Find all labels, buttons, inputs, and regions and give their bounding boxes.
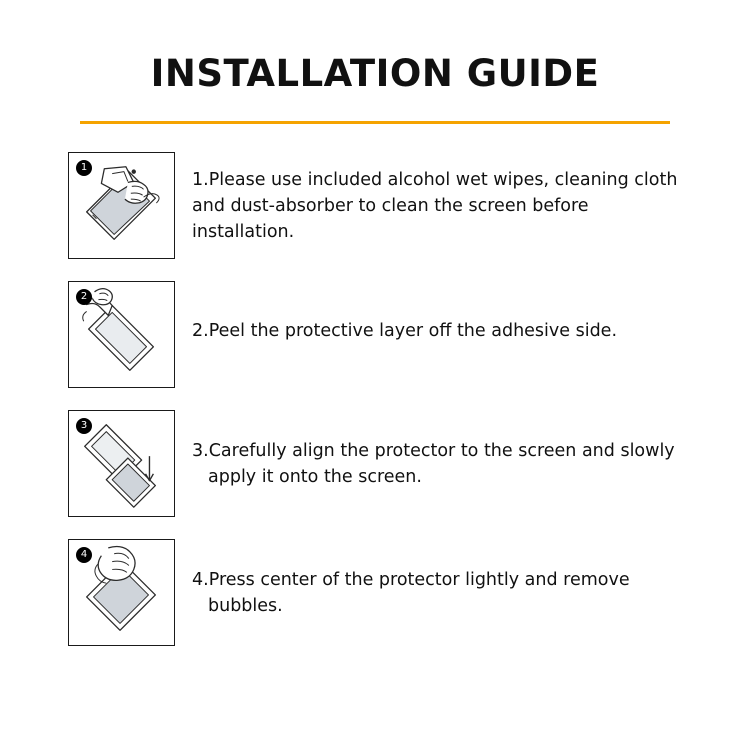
step-3-text <box>192 410 682 490</box>
step-2-illustration <box>68 281 175 388</box>
step-4-badge: 4 <box>76 547 92 563</box>
step-2-number: 2. <box>192 321 209 341</box>
page-title: INSTALLATION GUIDE <box>150 52 600 95</box>
step-1-number: 1. <box>192 170 209 190</box>
step-2-text <box>192 281 682 344</box>
step-4-number: 4. <box>192 570 209 590</box>
step-1-badge: 1 <box>76 160 92 176</box>
step-2-badge: 2 <box>76 289 92 305</box>
step-4-illustration <box>68 539 175 646</box>
step-item <box>68 410 682 517</box>
step-item <box>68 281 682 388</box>
step-4-body: Press center of the protector lightly and remove bubbles. <box>208 570 630 616</box>
title-block <box>0 0 750 124</box>
step-3-number: 3. <box>192 441 209 461</box>
step-4-text <box>192 539 682 619</box>
step-2-body: Peel the protective layer off the adhesive side. <box>208 321 618 341</box>
title-divider <box>80 121 670 124</box>
steps-list <box>0 152 750 646</box>
step-1-body: Please use included alcohol wet wipes, cleaning cloth and dust-absorber to clean the screen before installation. <box>192 170 678 242</box>
step-item <box>68 539 682 646</box>
step-3-badge: 3 <box>76 418 92 434</box>
step-3-body: Carefully align the protector to the screen and slowly apply it onto the screen. <box>208 441 675 487</box>
step-1-illustration <box>68 152 175 259</box>
step-1-text <box>192 152 682 245</box>
step-3-illustration <box>68 410 175 517</box>
step-item <box>68 152 682 259</box>
